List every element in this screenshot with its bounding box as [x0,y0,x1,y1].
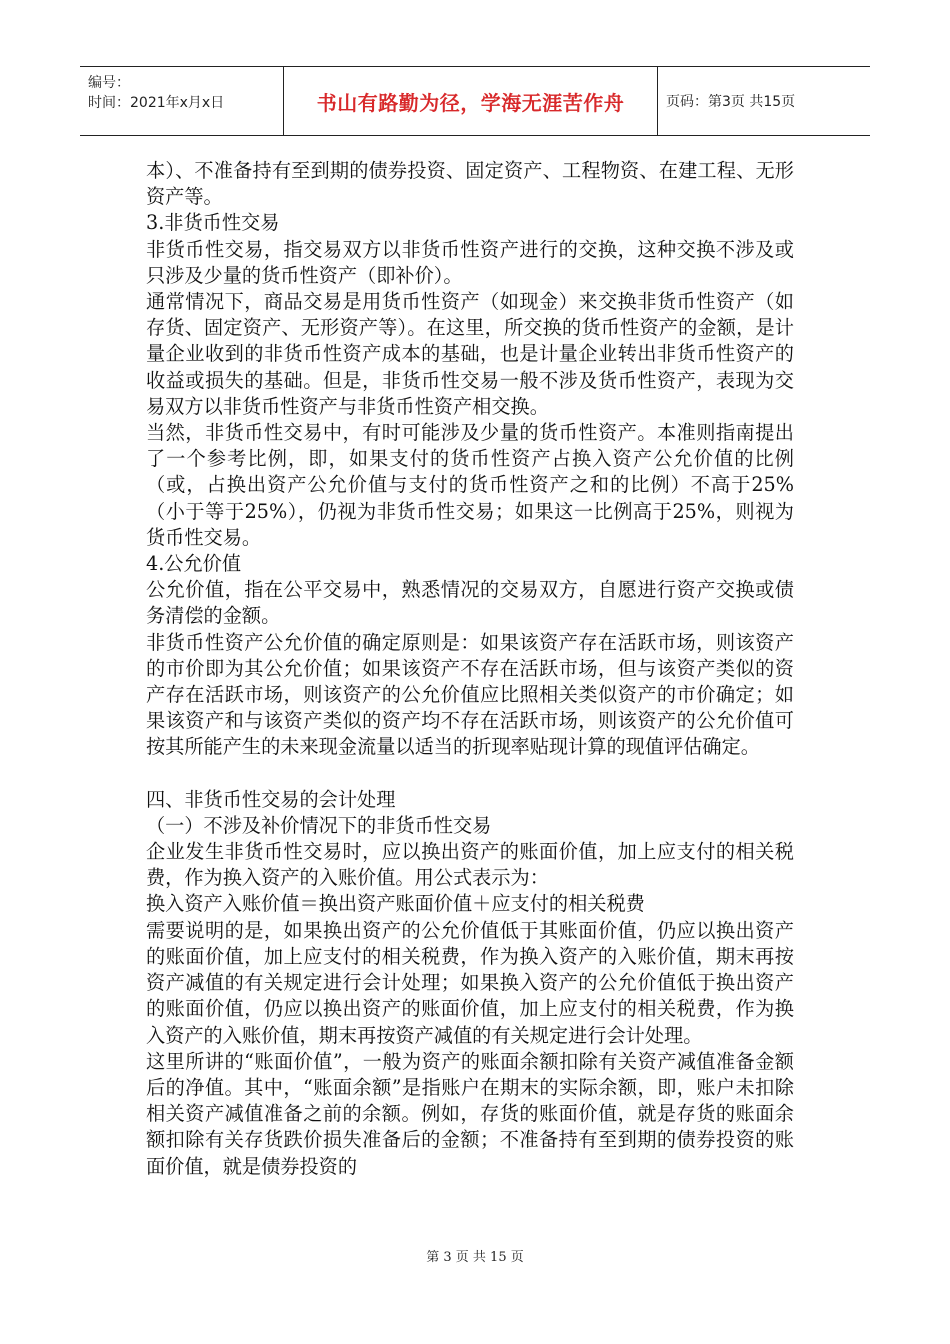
body-paragraph: 需要说明的是，如果换出资产的公允价值低于其账面价值，仍应以换出资产的账面价值，加上应支付的相关税费，作为换入资产的入账价值，期末再按资产减值的有关规定进行会计处理；如果换入资产的公允价值低于换出资产的账面价值，仍应以换出资产的账面价值，加上应支付的相关税费，作为换入资产的入账价值，期末再按资产减值的有关规定进行会计处理。 [146,918,794,1047]
body-paragraph: 公允价值，指在公平交易中，熟悉情况的交易双方，自愿进行资产交换或债务清偿的金额。 [146,578,794,628]
document-body [146,158,794,1180]
body-paragraph: 通常情况下，商品交易是用货币性资产（如现金）来交换非货币性资产（如存货、固定资产、无形资产等）。在这里，所交换的货币性资产的金额，是计量企业收到的非货币性资产成本的基础，也是计量企业转出非货币性资产的收益或损失的基础。但是，非货币性交易一般不涉及货币性资产，表现为交易双方以非货币性资产与非货币性资产相交换。 [146,290,794,418]
body-paragraph: 非货币性交易，指交易双方以非货币性资产进行的交换，这种交换不涉及或只涉及少量的货币性资产（即补价）。 [146,237,794,287]
subsection-heading: （一）不涉及补价情况下的非货币性交易 [146,813,492,837]
page-header [80,66,870,136]
body-paragraph: 本）、不准备持有至到期的债券投资、固定资产、工程物资、在建工程、无形资产等。 [146,159,794,209]
header-page-info: 页码：第3页 共15页 [666,94,796,110]
blank-line [146,761,794,787]
section-heading: 3.非货币性交易 [146,211,280,235]
body-paragraph: 当然，非货币性交易中，有时可能涉及少量的货币性资产。本准则指南提出了一个参考比例，即，如果支付的货币性资产占换入资产公允价值的比例（或，占换出资产公允价值与支付的货币性资产之和的比例）不高于25%（小于等于25%），仍视为非货币性交易；如果这一比例高于25%，则视为货币性交易。 [146,421,794,549]
document-number-label: 编号： [88,75,130,91]
formula-line: 换入资产入账价值＝换出资产账面价值＋应支付的相关税费 [146,892,645,916]
body-paragraph: 企业发生非货币性交易时，应以换出资产的账面价值，加上应支付的相关税费，作为换入资产的入账价值。用公式表示为： [146,840,794,890]
header-meta [80,67,284,135]
body-paragraph: 非货币性资产公允价值的确定原则是：如果该资产存在活跃市场，则该资产的市价即为其公允价值；如果该资产不存在活跃市场，但与该资产类似的资产存在活跃市场，则该资产的公允价值应比照相关类似资产的市价确定；如果该资产和与该资产类似的资产均不存在活跃市场，则该资产的公允价值可按其所能产生的未来现金流量以适当的折现率贴现计算的现值评估确定。 [146,630,794,759]
body-paragraph: 这里所讲的“账面价值”，一般为资产的账面余额扣除有关资产减值准备金额后的净值。其中，“账面余额”是指账户在期末的实际余额，即，账户未扣除相关资产减值准备之前的余额。例如，存货的账面价值，就是存货的账面余额扣除有关存货跌价损失准备后的金额；不准备持有至到期的债券投资的账面价值，就是债券投资的 [146,1049,794,1178]
section-heading: 4.公允价值 [146,552,242,576]
document-date: 时间：2021年x月x日 [88,95,225,111]
page-footer: 第 3 页 共 15 页 [426,1250,524,1265]
header-motto: 书山有路勤为径，学海无涯苦作舟 [284,67,658,135]
chapter-heading: 四、非货币性交易的会计处理 [146,787,396,811]
